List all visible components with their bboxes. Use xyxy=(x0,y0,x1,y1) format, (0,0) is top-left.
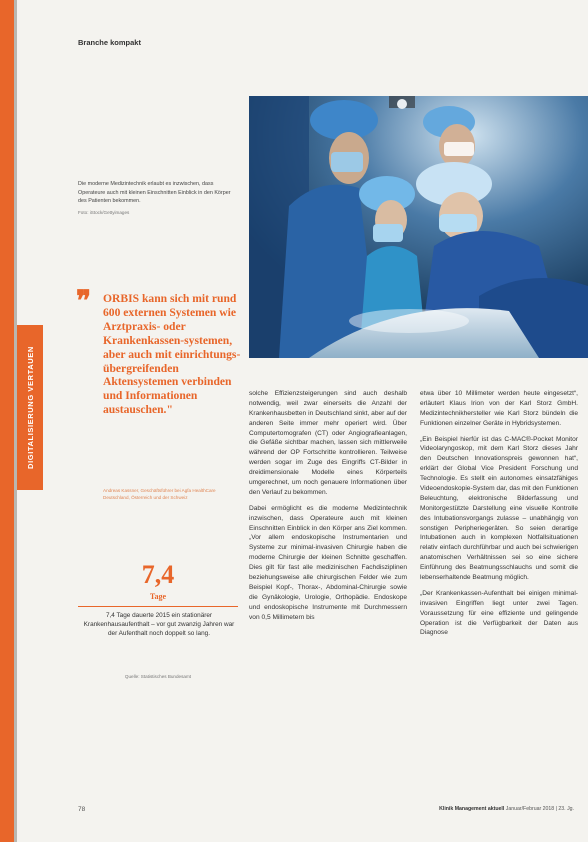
footer-publication xyxy=(439,806,574,812)
side-tab-label-wrap xyxy=(17,325,43,490)
side-tab-label: DIGITALISIERUNG VERTAUEN xyxy=(25,346,35,469)
section-title: Branche kompakt xyxy=(78,38,141,47)
paragraph: Dabei ermöglicht es die moderne Medizintechnik inzwischen, dass Operateure auch mit kleinen Einschnitten Einblick in den Körper ans Ziel kommen. „Vor allem endoskopische Instrumentarien und Systeme zur minimal-invasiven Chirurgie haben die moderne Chirurgie der kleinen Schnitte geschaffen. Dies gilt für fast alle medizinischen Fachdisziplinen beziehungsweise alle chirurgischen Felder wie zum Beispiel Kopf-, Thorax-, Abdominal-Chirurgie sowie die Gynäkologie, Urologie, Orthopädie. Endoskope und endoskopische Instrumente mit Durchmessern von 0,5 Millimetern bis xyxy=(249,504,407,621)
stat-divider xyxy=(78,606,238,607)
stat-text: 7,4 Tage dauerte 2015 ein stationärer Krankenhausaufenthalt – vor gut zwanzig Jahren war der Aufenthalt noch doppelt so lang. xyxy=(83,612,235,637)
photo-credit: Foto: iStock/Gettyimages xyxy=(78,209,130,215)
stat-source: Quelle: Statistisches Bundesamt xyxy=(124,674,192,679)
body-column-2 xyxy=(420,389,578,644)
photo-caption xyxy=(78,180,238,216)
page-edge-strip xyxy=(0,0,14,842)
surgery-photo-illustration xyxy=(249,96,588,358)
publication-issue: Januar/Februar 2018 | 23. Jg. xyxy=(505,806,574,812)
paragraph: solche Effizienzsteigerungen sind auch deshalb notwendig, weil zwar einerseits die Anzahl der Krankenhausbetten in Deutschland sinkt, aber auf der anderen Seite immer mehr operiert wird. Über Computertomografen (CT) oder Angiografieanlagen, die Gefäße sichtbar machen, lassen sich mittlerweile während der OP Fortschritte kontrollieren. Teilweise werden sogar im Zuge des Eingriffs CT-Bilder in dreidimensionale Modelle eines Körperteils umgerechnet, um noch genauere Informationen über den Verlauf zu bekommen. xyxy=(249,390,407,496)
paragraph: etwa über 10 Millimeter werden heute eingesetzt“, erläutert Klaus Irion von der Karl Storz GmbH. Medizintechnikhersteller wie Karl Storz bündeln die Funktionen einzelner Geräte in Hybridsystemen. xyxy=(420,390,578,427)
body-column-1 xyxy=(249,389,407,628)
stat-number: 7,4 xyxy=(141,560,175,589)
page-number: 78 xyxy=(78,806,86,813)
pull-quote: ORBIS kann sich mit rund 600 externen Systemen wie Arztpraxis- oder Krankenkassen-systemen, aber auch mit einrichtungs-übergreifenden Aktensystemen verbinden und Informationen austauschen." xyxy=(103,292,241,417)
quote-attribution: Andreas Kassner, Geschäftsführer bei Agfa HealthCare Deutschland, Österreich und der Schweiz xyxy=(103,488,216,501)
paragraph: „Ein Beispiel hierfür ist das C-MAC®-Pocket Monitor Videolaryngoskop, mit dem Karl Storz dieses Jahr den Deutschen Innovationspreis gewonnen hat“, erklärt der Global Vice President Forschung und Technologie. Es stellt ein autonomes einsatzfähiges Videoendoskopie-System dar, das mit den Funktionen Beleuchtung, elektronische Bilderfassung und Monitorgestützte Darstellung eine visuelle Kontrolle des Intubationsvorgangs zulasse – unabhängig von sonstigen Peripheriegeräten. So seien derartige Intubationen auch in komplexen Notfallsituationen relativ einfach durchführbar und auch bei schwierigen anatomischen Verhältnissen sei so eine sichere Einführung des Beatmungsschlauchs und somit die lebenserhaltende Beatmung möglich. xyxy=(420,435,578,582)
publication-name: Klinik Management aktuell xyxy=(439,806,505,812)
quote-mark-icon: ❞ xyxy=(76,284,92,317)
stat-unit: Tage xyxy=(149,592,167,601)
photo-caption-text: Die moderne Medizintechnik erlaubt es inzwischen, dass Operateure auch mit kleinen Einschnitten Einblick in den Körper des Patienten bekommen. xyxy=(78,181,231,205)
surgery-photo xyxy=(249,96,588,358)
paragraph: „Der Krankenkassen-Aufenthalt bei einigen minimal-invasiven Eingriffen liegt unter zwei Tagen. Voraussetzung für eine effiziente und gelingende Operation ist die Verfügbarkeit der Daten aus Diagnose xyxy=(420,589,578,637)
